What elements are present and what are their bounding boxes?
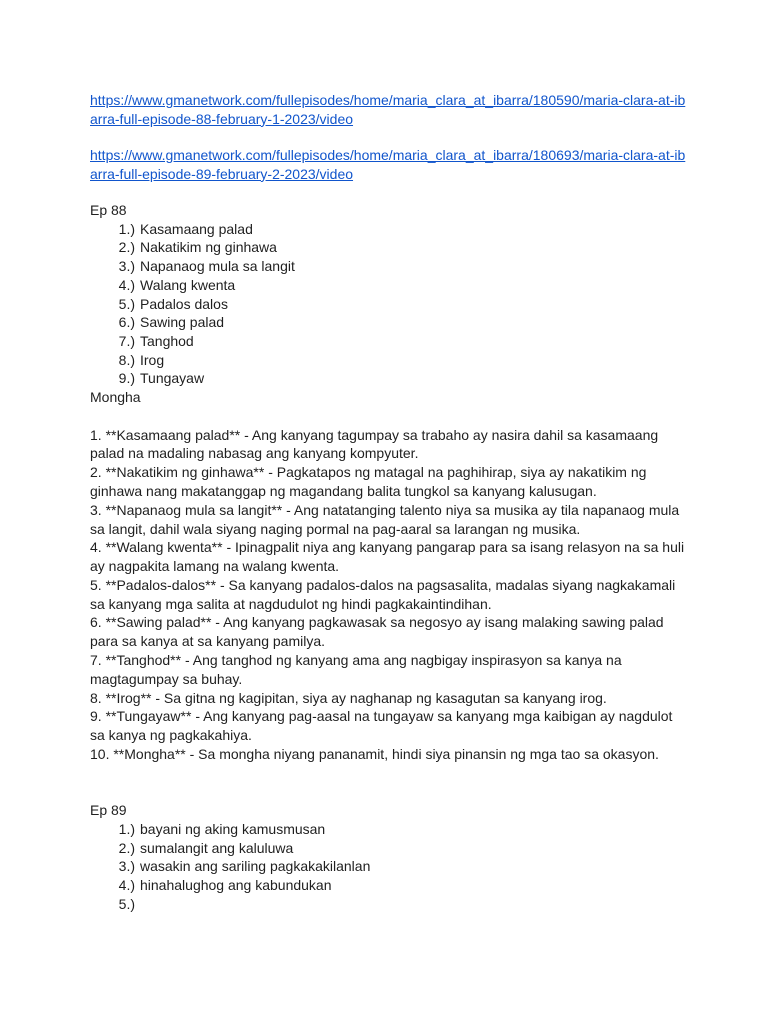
list-item bbox=[112, 313, 690, 332]
ep88-word-list bbox=[90, 220, 690, 388]
list-number: 6.) bbox=[118, 314, 135, 331]
list-item bbox=[112, 369, 690, 388]
document-body bbox=[90, 91, 690, 913]
sentence-paragraph: 7. **Tanghod** - Ang tanghod ng kanyang ama ang nagbigay inspirasyon sa kanya na magtagumpay sa buhay. bbox=[90, 652, 622, 687]
list-number: 3.) bbox=[118, 858, 135, 875]
list-text: Nakatikim ng ginhawa bbox=[140, 239, 277, 256]
list-item bbox=[112, 857, 690, 876]
ep89-word-list bbox=[90, 820, 690, 914]
list-item bbox=[112, 839, 690, 858]
spacer bbox=[90, 407, 690, 426]
list-number: 5.) bbox=[118, 295, 135, 312]
list-number: 4.) bbox=[118, 877, 135, 894]
list-text: Walang kwenta bbox=[140, 276, 236, 293]
ep89-heading: Ep 89 bbox=[90, 802, 127, 819]
list-text: Tanghod bbox=[140, 332, 194, 349]
list-number: 5.) bbox=[118, 895, 135, 912]
ep88-heading: Ep 88 bbox=[90, 202, 127, 218]
sentence-paragraph: 3. **Napanaog mula sa langit** - Ang natatanging talento niya sa musika ay tila napanaog mula sa langit, dahil wala siyang naging pormal na pag-aaral sa larangan ng musika. bbox=[90, 501, 680, 537]
list-text: sumalangit ang kaluluwa bbox=[140, 839, 294, 856]
list-number: 1.) bbox=[118, 820, 135, 837]
list-number: 9.) bbox=[118, 370, 135, 387]
ep88-extra-word: Mongha bbox=[90, 389, 141, 406]
sentence-paragraph: 5. **Padalos-dalos** - Sa kanyang padalos-dalos na pagsasalita, madalas siyang nagkakamali sa kanyang mga salita at nagdudulot ng hindi pagkakaintindihan. bbox=[90, 576, 676, 612]
list-text: hinahalughog ang kabundukan bbox=[140, 877, 332, 894]
list-item bbox=[112, 876, 690, 895]
list-text: Sawing palad bbox=[140, 314, 225, 331]
list-number: 3.) bbox=[118, 258, 135, 275]
list-item bbox=[112, 820, 690, 839]
spacer bbox=[90, 183, 690, 201]
sentence-paragraph: 10. **Mongha** - Sa mongha niyang pananamit, hindi siya pinansin ng mga tao sa okasyon. bbox=[90, 746, 659, 763]
sentence-paragraph: 8. **Irog** - Sa gitna ng kagipitan, siya ay naghanap ng kasagutan sa kanyang irog. bbox=[90, 689, 607, 706]
episode-89-link[interactable]: https://www.gmanetwork.com/fullepisodes/home/maria_clara_at_ibarra/180693/maria-clara-at-ibarra-full-episode-89-february-2-2023/video bbox=[90, 147, 686, 182]
list-text: Irog bbox=[140, 351, 165, 368]
list-text: Kasamaang palad bbox=[140, 220, 253, 237]
sentence-paragraph: 9. **Tungayaw** - Ang kanyang pag-aasal na tungayaw sa kanyang mga kaibigan ay nagdulot sa kanya ng pagkakahiya. bbox=[90, 708, 673, 744]
spacer bbox=[90, 764, 690, 801]
list-item bbox=[112, 332, 690, 351]
list-item bbox=[112, 895, 690, 914]
list-text: Napanaog mula sa langit bbox=[140, 258, 295, 275]
list-item bbox=[112, 295, 690, 314]
list-number: 8.) bbox=[118, 351, 135, 368]
list-item bbox=[112, 238, 690, 257]
list-text: bayani ng aking kamusmusan bbox=[140, 820, 326, 837]
list-number: 2.) bbox=[118, 839, 135, 856]
sentence-paragraph: 2. **Nakatikim ng ginhawa** - Pagkatapos ng matagal na paghihirap, siya ay nakatikim ng ginhawa nang makatanggap ng magandang balita tungkol sa kanyang kalusugan. bbox=[90, 464, 647, 499]
sentence-paragraph: 6. **Sawing palad** - Ang kanyang pagkawasak sa negosyo ay isang malaking sawing palad para sa kanya at sa kanyang pamilya. bbox=[90, 614, 664, 650]
list-text: Tungayaw bbox=[140, 370, 205, 387]
list-item bbox=[112, 257, 690, 276]
sentence-paragraph: 4. **Walang kwenta** - Ipinagpalit niya ang kanyang pangarap para sa isang relasyon na sa huli ay nagpakita lamang na walang kwenta. bbox=[90, 539, 685, 575]
list-text: wasakin ang sariling pagkakakilanlan bbox=[140, 858, 371, 875]
list-text: Padalos dalos bbox=[140, 295, 228, 312]
sentence-paragraph: 1. **Kasamaang palad** - Ang kanyang tagumpay sa trabaho ay nasira dahil sa kasamaang palad na madaling nabasag ang kanyang kompyuter. bbox=[90, 426, 659, 462]
spacer bbox=[90, 128, 690, 146]
list-number: 4.) bbox=[118, 276, 135, 293]
list-item bbox=[112, 351, 690, 370]
list-number: 2.) bbox=[118, 239, 135, 256]
list-number: 7.) bbox=[118, 332, 135, 349]
episode-88-link[interactable]: https://www.gmanetwork.com/fullepisodes/home/maria_clara_at_ibarra/180590/maria-clara-at-ibarra-full-episode-88-february-1-2023/video bbox=[90, 92, 686, 127]
list-item bbox=[112, 276, 690, 295]
list-number: 1.) bbox=[118, 220, 135, 237]
list-item bbox=[112, 220, 690, 239]
